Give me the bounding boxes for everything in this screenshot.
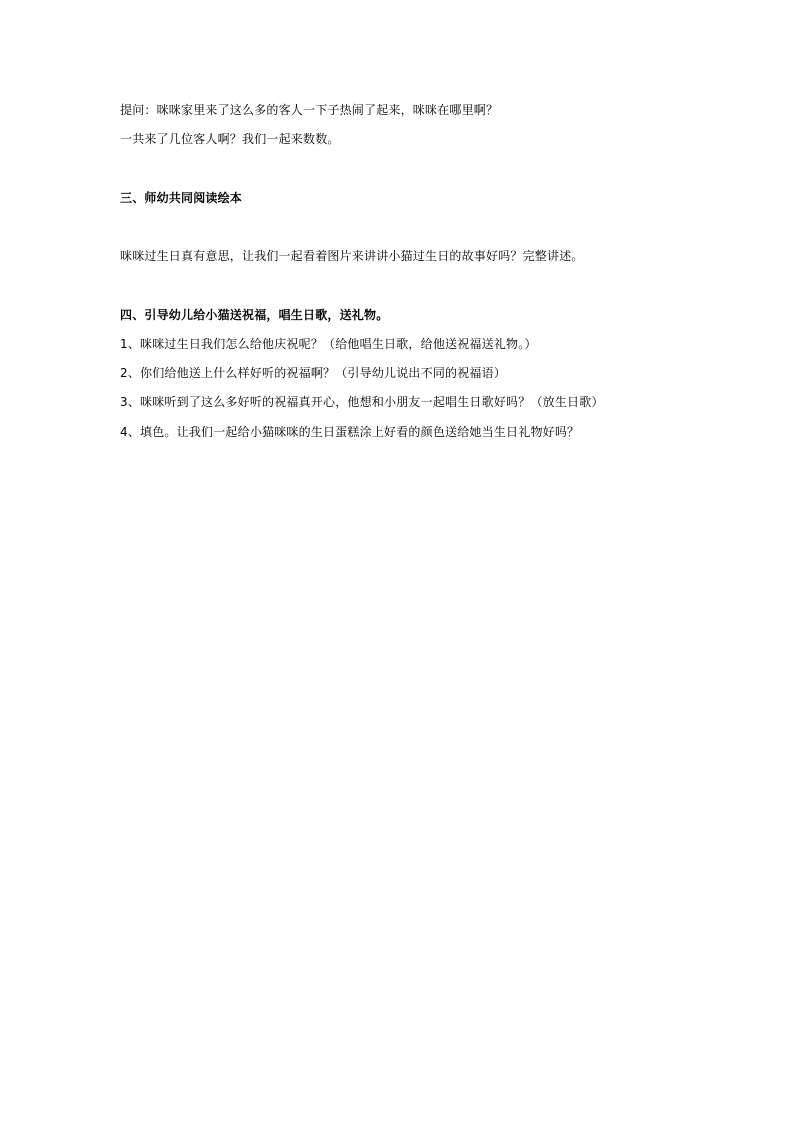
list-item: 3、咪咪听到了这么多好听的祝福真开心，他想和小朋友一起唱生日歌好吗？（放生日歌）	[120, 395, 604, 409]
section-3-body: 咪咪过生日真有意思，让我们一起看着图片来讲讲小猫过生日的故事好吗？完整讲述。	[120, 249, 584, 263]
list-item: 1、咪咪过生日我们怎么给他庆祝呢？（给他唱生日歌，给他送祝福送礼物。）	[120, 337, 537, 351]
section-heading-4: 四、引导幼儿给小猫送祝福，唱生日歌，送礼物。	[120, 308, 389, 322]
section-heading-3: 三、师幼共同阅读绘本	[120, 191, 243, 205]
paragraph-count-guests: 一共来了几位客人啊？我们一起来数数。	[120, 132, 340, 146]
paragraph-question: 提问：咪咪家里来了这么多的客人一下子热闹了起来，咪咪在哪里啊？	[120, 103, 499, 117]
list-item: 2、你们给他送上什么样好听的祝福啊？（引导幼儿说出不同的祝福语）	[120, 366, 507, 380]
list-item: 4、填色。让我们一起给小猫咪咪的生日蛋糕涂上好看的颜色送给她当生日礼物好吗？	[120, 425, 580, 439]
